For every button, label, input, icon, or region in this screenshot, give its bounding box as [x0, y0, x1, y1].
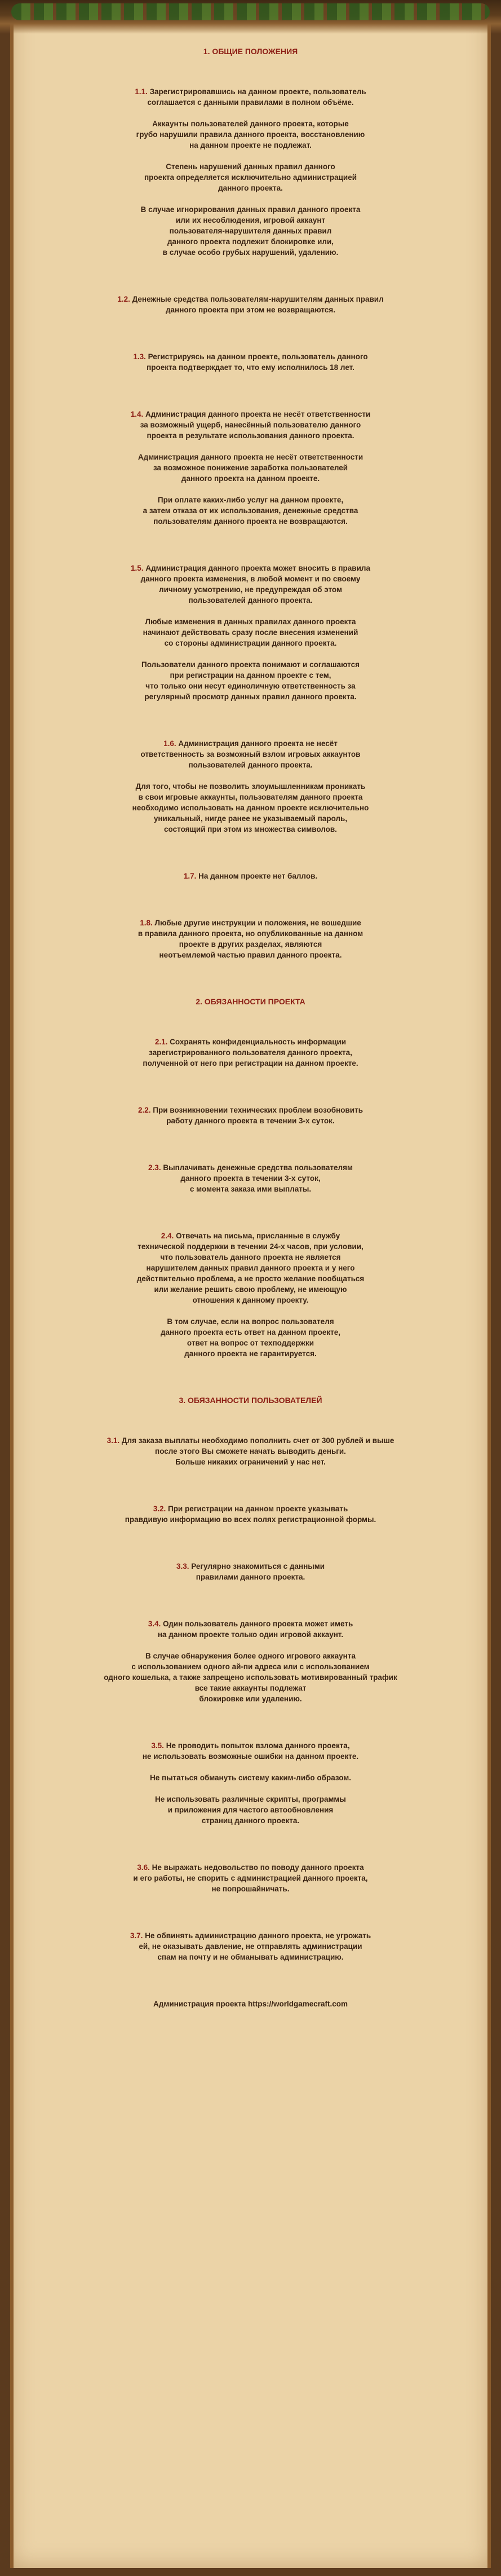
rule-paragraph [62, 1618, 439, 1640]
rule-paragraph [62, 161, 439, 193]
vine-decoration [11, 3, 490, 20]
section-title: 3. ОБЯЗАННОСТИ ПОЛЬЗОВАТЕЛЕЙ [179, 1396, 322, 1405]
rule-paragraph [62, 918, 439, 960]
rule-item [62, 351, 439, 373]
rule-item [62, 294, 439, 315]
rule-item [62, 1561, 439, 1582]
rule-paragraph [62, 351, 439, 373]
rule-paragraph [62, 1503, 439, 1525]
rule-paragraph [62, 1740, 439, 1762]
rule-text: Отвечать на письма, присланные в службу технической поддержки в течении 24-х часов, при условии, что пользователь данного проекта не является нарушителем данных правил данного проекта и у него действительно проблема, а не просто желание пообщаться или желание решить свою проблему, не имеющую отношения к данному проекту. [136, 1232, 365, 1304]
rule-text: Регулярно знакомиться с данными правилами данного проекта. [191, 1562, 325, 1581]
rule-text: Любые другие инструкции и положения, не вошедшие в правила данного проекта, но опубликованные на данном проекте в других разделах, являются неотъемлемой частью правил данного проекта. [138, 919, 363, 959]
rule-paragraph [62, 1316, 439, 1359]
rule-text: Степень нарушений данных правил данного проекта определяется исключительно администрацией данного проекта. [144, 162, 357, 192]
rule-number: 2.2. [138, 1106, 151, 1114]
rule-text: Любые изменения в данных правилах данного проекта начинают действовать сразу после внесения изменений со стороны администрации данного проекта. [143, 617, 358, 647]
rule-paragraph [62, 563, 439, 606]
rule-text: Не обвинять администрацию данного проекта, не угрожать ей, не оказывать давление, не отправлять администрации спам на почту и не обманывать администрацию. [139, 1931, 371, 1961]
rule-paragraph [62, 1651, 439, 1704]
rule-text: При возникновении технических проблем возобновить работу данного проекта в течении 3-х суток. [153, 1106, 363, 1125]
rule-text: Не выражать недовольство по поводу данного проекта и его работы, не спорить с администрацией данного проекта, не попрошайничать. [133, 1863, 368, 1893]
rule-number: 2.1. [154, 1038, 168, 1046]
rule-text: Сохранять конфиденциальность информации зарегистрированного пользователя данного проекта, полученной от него при регистрации на данном проекте. [143, 1038, 358, 1068]
rule-text: При регистрации на данном проекте указывать правдивую информацию во всех полях регистрационной формы. [125, 1505, 376, 1524]
rule-text: Администрация данного проекта не несёт ответственности за возможное понижение заработка пользователей данного проекта на данном проекте. [138, 453, 363, 483]
rule-text: На данном проекте нет баллов. [198, 872, 318, 880]
rule-paragraph [62, 118, 439, 151]
rule-text: Для заказа выплаты необходимо пополнить счет от 300 рублей и выше после этого Вы сможете начать выводить деньги. Больше никаких ограничений у нас нет. [121, 1436, 394, 1466]
rule-text: Администрация данного проекта не несёт ответственности за возможный ущерб, нанесённый пользователю данного проекта в результате использования данного проекта. [140, 410, 371, 440]
rule-text: Пользователи данного проекта понимают и соглашаются при регистрации на данном проекте с тем, что только они несут единоличную ответственность за регулярный просмотр данных правил данного проекта. [141, 660, 360, 701]
rule-item [62, 563, 439, 702]
rule-paragraph [62, 204, 439, 258]
rule-paragraph [62, 659, 439, 702]
rule-paragraph [62, 1561, 439, 1582]
rule-item [62, 1162, 439, 1194]
rule-text: При оплате каких-либо услуг на данном проекте, а затем отказа от их использования, денежные средства пользователям данного проекта не возвращаются. [143, 496, 358, 526]
rule-paragraph [62, 781, 439, 835]
rule-number: 3.7. [130, 1931, 143, 1940]
rule-paragraph [62, 616, 439, 649]
rule-item [62, 1930, 439, 1962]
rule-item [62, 1435, 439, 1467]
rule-number: 1.2. [117, 295, 130, 303]
rule-number: 3.3. [176, 1562, 189, 1571]
rule-number: 2.3. [148, 1163, 161, 1172]
rule-number: 2.4. [161, 1232, 174, 1240]
rule-text: Регистрируясь на данном проекте, пользователь данного проекта подтверждает то, что ему исполнилось 18 лет. [147, 352, 368, 372]
rule-paragraph [62, 1772, 439, 1783]
rule-item [62, 409, 439, 527]
rule-text: В случае игнорирования данных правил данного проекта или их несоблюдения, игровой аккаунт пользователя-нарушителя данных правил данного проекта подлежит блокировке или, в случае особо грубых нарушений, удалению. [140, 205, 361, 257]
rule-number: 3.6. [137, 1863, 150, 1872]
section-title: 1. ОБЩИЕ ПОЛОЖЕНИЯ [203, 47, 298, 56]
rule-text: Для того, чтобы не позволить злоумышленникам проникать в свои игровые аккаунты, пользователям данного проекта необходимо использовать на данном проекте исключительно уникальный, нигде ранее не указываемый пароль, состоящий при этом из множества символов. [132, 782, 369, 833]
rule-paragraph [62, 409, 439, 441]
rule-number: 1.1. [135, 87, 148, 96]
rule-number: 1.7. [183, 872, 197, 880]
rule-paragraph [62, 1794, 439, 1826]
rule-paragraph [62, 1162, 439, 1194]
rule-text: Выплачивать денежные средства пользователям данного проекта в течении 3-х суток, с момента заказа ими выплаты. [163, 1163, 353, 1193]
rule-item [62, 1036, 439, 1069]
rule-text: Администрация данного проекта может вносить в правила данного проекта изменения, в любой момент и по своему личному усмотрению, не предупреждая об этом пользователей данного проекта. [140, 564, 370, 605]
rule-number: 3.2. [153, 1505, 166, 1513]
rule-text: Не проводить попыток взлома данного проекта, не использовать возможные ошибки на данном проекте. [142, 1741, 359, 1761]
top-vine-ornament [0, 0, 501, 34]
rule-number: 1.8. [140, 919, 153, 927]
rule-item [62, 1503, 439, 1525]
rule-item [62, 1618, 439, 1704]
rule-text: В том случае, если на вопрос пользователя данного проекта есть ответ на данном проекте, ответ на вопрос от техподдержки данного проекта не гарантируется. [160, 1317, 341, 1358]
rule-paragraph [62, 294, 439, 315]
rule-number: 3.4. [148, 1620, 161, 1628]
rule-paragraph [62, 1105, 439, 1126]
rule-number: 1.3. [133, 352, 146, 361]
rule-paragraph [62, 86, 439, 108]
rule-text: Зарегистрировавшись на данном проекте, пользователь соглашается с данными правилами в полном объёме. [147, 87, 366, 107]
rule-text: Не использовать различные скрипты, программы и приложения для частого автообновления страниц данного проекта. [155, 1795, 346, 1825]
rule-paragraph [62, 452, 439, 484]
rule-paragraph [62, 738, 439, 770]
rule-paragraph [62, 1036, 439, 1069]
rule-number: 3.5. [151, 1741, 164, 1750]
rule-item [62, 1105, 439, 1126]
rule-paragraph [62, 495, 439, 527]
rule-text: Не пытаться обмануть систему каким-либо образом. [149, 1774, 352, 1782]
rule-item [62, 1740, 439, 1826]
rule-text: В случае обнаружения более одного игрового аккаунта с использованием одного ай-пи адреса или с использованием одного кошелька, а также запрещено использовать мотивированный трафик все такие аккаунты подлежат блокировке или удалению. [104, 1652, 397, 1703]
rule-paragraph [62, 1930, 439, 1962]
rule-paragraph [62, 1230, 439, 1305]
rule-number: 1.5. [131, 564, 144, 572]
rule-item [62, 918, 439, 960]
rule-paragraph [62, 871, 439, 881]
rule-text: Администрация данного проекта не несёт ответственность за возможный взлом игровых аккаунтов пользователей данного проекта. [140, 739, 361, 769]
rule-number: 1.6. [163, 739, 176, 748]
footer-credits[interactable]: Администрация проекта https://worldgamecraft.com [153, 2000, 348, 2008]
rule-paragraph [62, 1862, 439, 1894]
rule-item [62, 86, 439, 258]
rule-item [62, 1862, 439, 1894]
rule-item [62, 871, 439, 881]
rule-paragraph [62, 1435, 439, 1467]
rule-number: 1.4. [130, 410, 144, 418]
section-title: 2. ОБЯЗАННОСТИ ПРОЕКТА [196, 997, 305, 1006]
rule-text: Один пользователь данного проекта может иметь на данном проекте только один игровой аккаунт. [157, 1620, 353, 1639]
rule-item [62, 1230, 439, 1359]
rule-number: 3.1. [107, 1436, 120, 1445]
rule-text: Аккаунты пользователей данного проекта, которые грубо нарушили правила данного проекта, восстановлению на данном проекте не подлежат. [136, 120, 365, 149]
rule-item [62, 738, 439, 835]
rule-text: Денежные средства пользователям-нарушителям данных правил данного проекта при этом не возвращаются. [132, 295, 384, 314]
rules-content [62, 46, 439, 2009]
